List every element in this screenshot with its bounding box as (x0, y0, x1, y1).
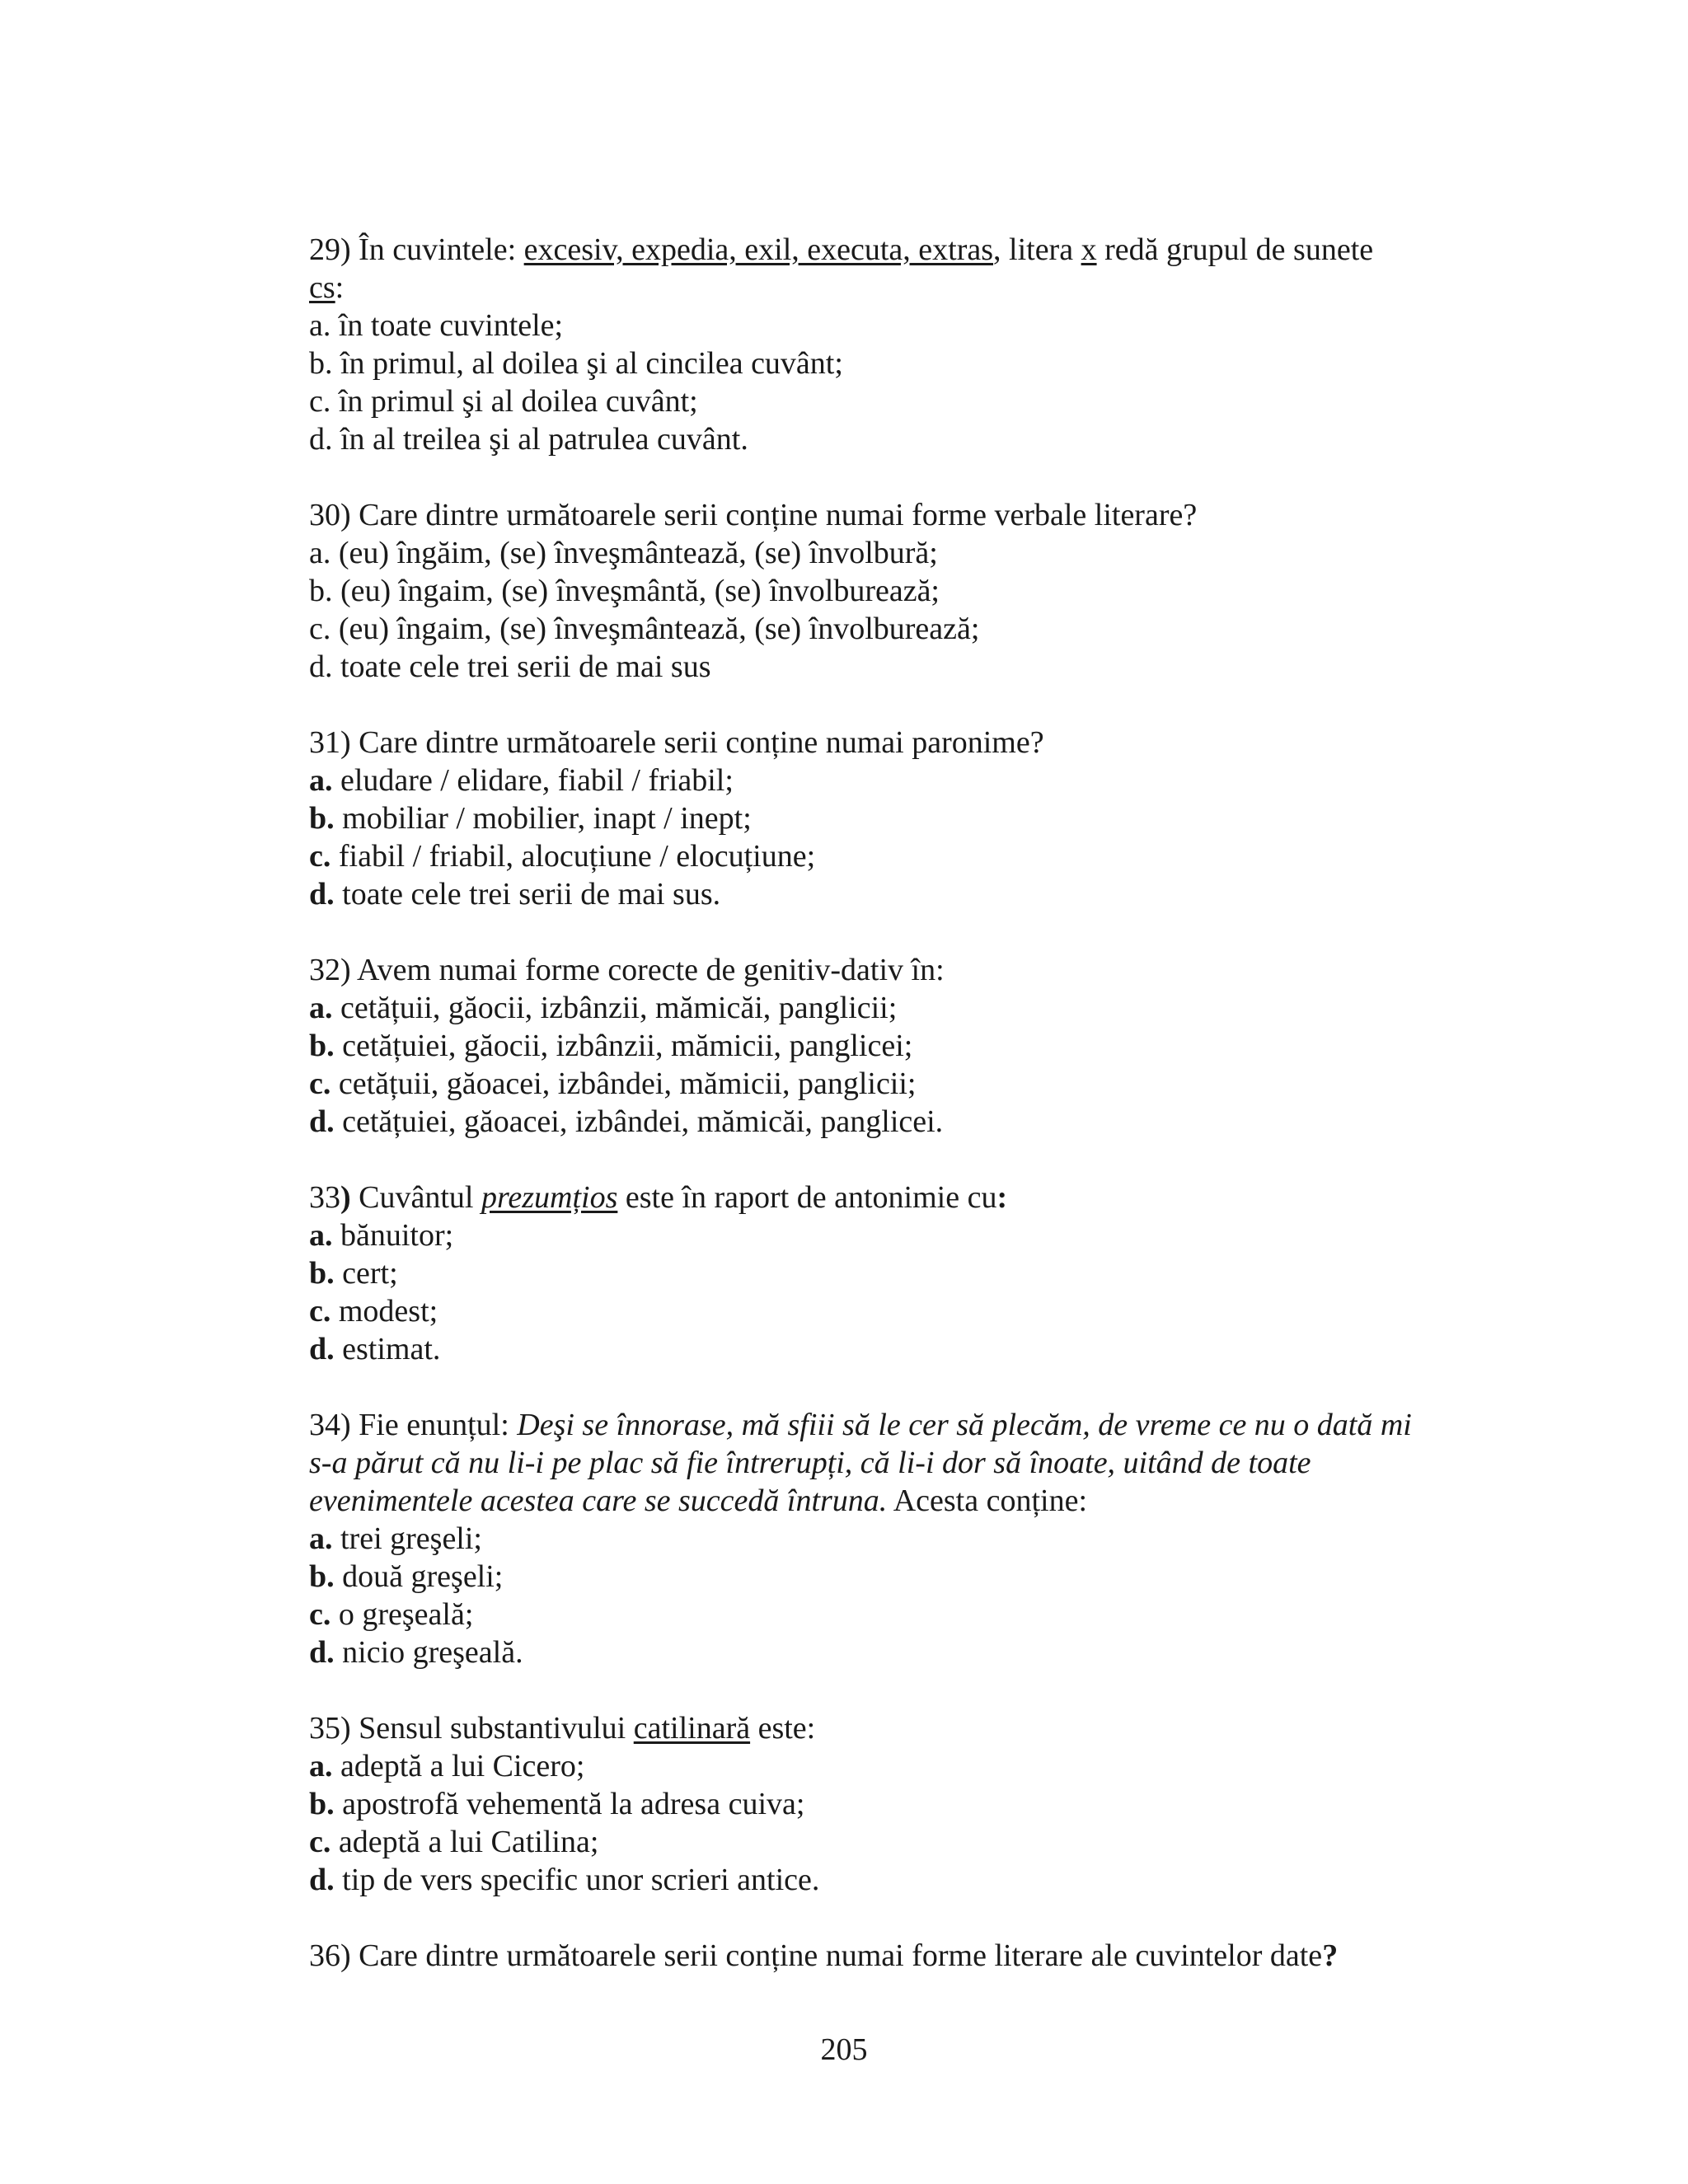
option-a (309, 989, 1479, 1027)
stem-text: 29) În cuvintele: (309, 232, 524, 267)
option-letter: c. (309, 1294, 331, 1329)
question-34 (309, 1406, 1479, 1671)
underlined-word: catilinară (633, 1711, 751, 1746)
stem-paren: ) (340, 1180, 351, 1215)
question-31-stem: 31) Care dintre următoarele serii conține numai paronime? (309, 725, 1044, 760)
italic-sentence: Deşi se înnorase, mă sfiii să le cer să plecăm, de vreme ce nu o dată mi (517, 1408, 1412, 1442)
option-text: apostrofă vehementă la adresa cuiva; (334, 1787, 805, 1821)
option-letter: c. (309, 839, 331, 874)
stem-text: : (335, 270, 345, 305)
option-text: estimat. (334, 1332, 441, 1366)
option-a: a. (eu) îngăim, (se) înveşmântează, (se) învolbură; (309, 536, 938, 570)
option-letter: a. (309, 763, 333, 798)
stem-text: , litera (993, 232, 1081, 267)
question-31 (309, 724, 1479, 913)
question-34-stem-cont (309, 1482, 1479, 1520)
page-content (309, 231, 1479, 2013)
stem-text: 36) Care dintre următoarele serii conține numai forme literare ale cuvintelor date (309, 1938, 1323, 1973)
option-a (309, 1747, 1479, 1785)
question-34-stem (309, 1406, 1479, 1444)
option-letter: a. (309, 991, 333, 1025)
option-b (309, 1785, 1479, 1823)
option-letter: a. (309, 1749, 333, 1783)
stem-text: 35) Sensul substantivului (309, 1711, 634, 1746)
option-text: o greşeală; (331, 1597, 474, 1632)
option-b (309, 799, 1479, 837)
option-c (309, 1823, 1479, 1861)
option-letter: b. (309, 1787, 335, 1821)
option-d (309, 1633, 1479, 1671)
stem-text: este: (750, 1711, 816, 1746)
underlined-sound: cs (309, 270, 335, 305)
option-text: două greşeli; (334, 1559, 504, 1594)
option-text: nicio greşeală. (334, 1635, 523, 1670)
option-text: mobiliar / mobilier, inapt / inept; (334, 801, 752, 836)
option-c (309, 1596, 1479, 1633)
stem-question-mark: ? (1322, 1938, 1339, 1973)
question-35 (309, 1709, 1479, 1899)
option-text: fiabil / friabil, alocuțiune / elocuțiune; (331, 839, 816, 874)
option-letter: d. (309, 1104, 335, 1139)
option-letter: c. (309, 1597, 331, 1632)
page-number: 205 (820, 2032, 868, 2067)
italic-sentence: s-a părut că nu li-i pe plac să fie întrerupți, că li-i dor să înoate, uitând de toate (309, 1446, 1311, 1480)
question-33 (309, 1179, 1479, 1368)
question-36 (309, 1937, 1479, 1975)
option-c: c. în primul şi al doilea cuvânt; (309, 384, 698, 419)
option-text: cetățuiei, găoacei, izbândei, mămicăi, panglicei. (334, 1104, 944, 1139)
option-letter: a. (309, 1218, 333, 1253)
option-letter: b. (309, 1559, 335, 1594)
option-d: d. toate cele trei serii de mai sus (309, 649, 711, 684)
option-d (309, 1103, 1479, 1141)
option-text: tip de vers specific unor scrieri antice. (334, 1863, 820, 1897)
option-letter: b. (309, 801, 335, 836)
option-letter: d. (309, 1635, 335, 1670)
stem-text: redă grupul de sunete (1096, 232, 1374, 267)
option-text: adeptă a lui Cicero; (332, 1749, 585, 1783)
option-a (309, 1216, 1479, 1254)
stem-text: Acesta conține: (887, 1483, 1088, 1518)
underlined-words: excesiv, expedia, exil, executa, extras (523, 232, 994, 267)
option-b (309, 1558, 1479, 1596)
option-c: c. (eu) îngaim, (se) înveşmântează, (se) învolburează; (309, 612, 980, 646)
option-d (309, 875, 1479, 913)
stem-number: 33 (309, 1180, 340, 1215)
option-c (309, 1292, 1479, 1330)
option-letter: c. (309, 1066, 331, 1101)
question-35-stem (309, 1709, 1479, 1747)
question-32 (309, 951, 1479, 1141)
option-c (309, 837, 1479, 875)
option-text: bănuitor; (332, 1218, 454, 1253)
option-letter: d. (309, 1863, 335, 1897)
question-29 (309, 231, 1479, 458)
question-29-stem-cont (309, 269, 1479, 307)
option-c (309, 1065, 1479, 1103)
option-b (309, 1254, 1479, 1292)
option-a (309, 1520, 1479, 1558)
italic-sentence: evenimentele acestea care se succedă întruna. (309, 1483, 888, 1518)
option-d (309, 1861, 1479, 1899)
option-text: modest; (331, 1294, 438, 1329)
option-letter: d. (309, 877, 335, 912)
option-a: a. în toate cuvintele; (309, 308, 564, 343)
question-34-stem-cont (309, 1444, 1479, 1482)
question-30 (309, 496, 1479, 686)
option-letter: a. (309, 1521, 333, 1556)
option-b (309, 1027, 1479, 1065)
option-text: cetățuii, găoacei, izbândei, mămicii, panglicii; (331, 1066, 917, 1101)
stem-text: Cuvântul (350, 1180, 481, 1215)
option-text: cetățuii, găocii, izbânzii, mămicăi, panglicii; (332, 991, 898, 1025)
option-letter: d. (309, 1332, 335, 1366)
option-letter: c. (309, 1825, 331, 1859)
option-letter: b. (309, 1256, 335, 1291)
option-text: trei greşeli; (332, 1521, 482, 1556)
question-33-stem (309, 1179, 1479, 1216)
option-text: adeptă a lui Catilina; (331, 1825, 599, 1859)
option-a (309, 762, 1479, 799)
option-text: eludare / elidare, fiabil / friabil; (332, 763, 734, 798)
option-text: cert; (334, 1256, 398, 1291)
option-b: b. (eu) îngaim, (se) înveşmântă, (se) învolburează; (309, 574, 940, 608)
question-30-stem: 30) Care dintre următoarele serii conține numai forme verbale literare? (309, 498, 1198, 532)
question-36-stem (309, 1937, 1479, 1975)
stem-text: 34) Fie enunțul: (309, 1408, 518, 1442)
option-text: cetățuiei, găocii, izbânzii, mămicii, panglicei; (334, 1029, 913, 1063)
stem-colon: : (996, 1180, 1008, 1215)
option-text: toate cele trei serii de mai sus. (334, 877, 721, 912)
question-32-stem: 32) Avem numai forme corecte de genitiv-dativ în: (309, 953, 945, 987)
option-d: d. în al treilea şi al patrulea cuvânt. (309, 422, 748, 457)
option-d (309, 1330, 1479, 1368)
option-b: b. în primul, al doilea şi al cincilea cuvânt; (309, 346, 843, 381)
question-29-stem (309, 231, 1479, 269)
underlined-italic-word: prezumțios (481, 1180, 618, 1215)
stem-text: este în raport de antonimie cu (617, 1180, 997, 1215)
option-letter: b. (309, 1029, 335, 1063)
underlined-letter: x (1081, 232, 1097, 267)
